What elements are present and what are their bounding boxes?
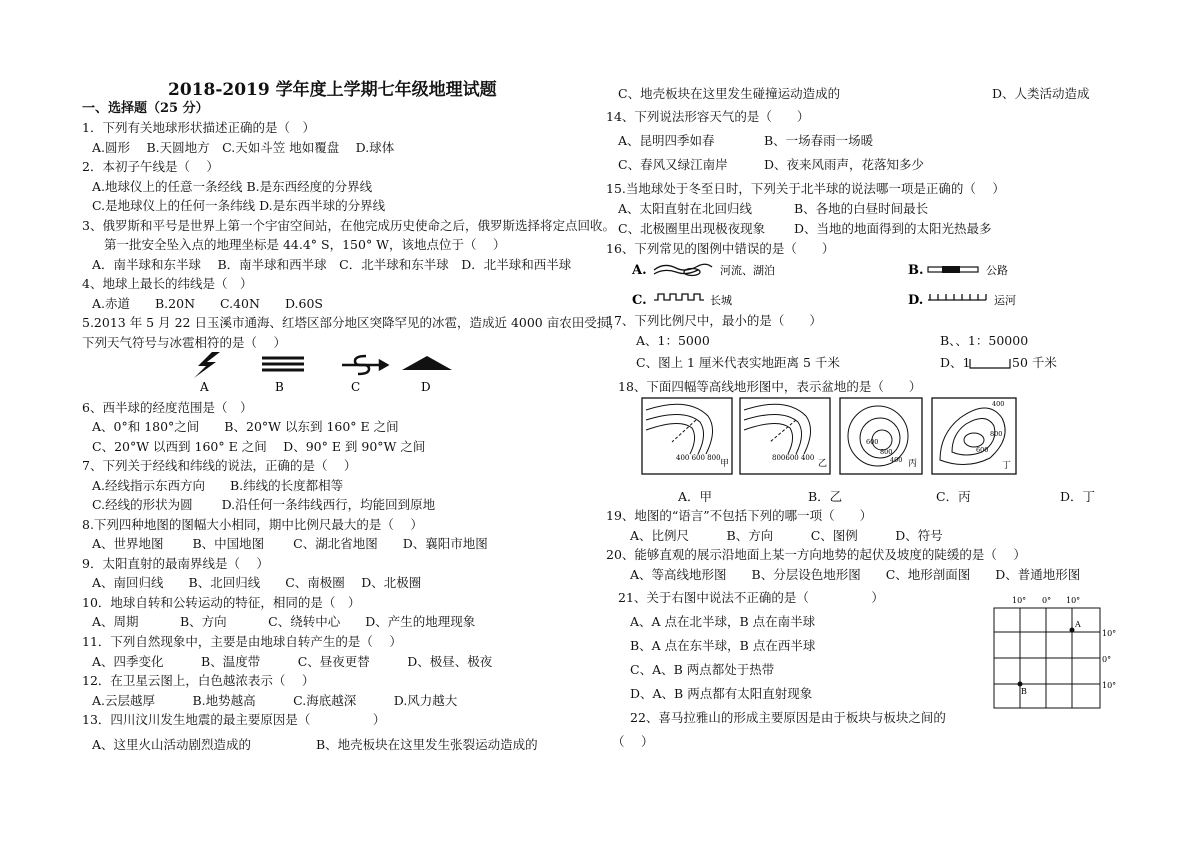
q16-legend-figure: [628, 258, 1048, 310]
grid-right-label-1: 10°: [1102, 629, 1117, 638]
q1-options: A.圆形 B.天圆地方 C.天如斗笠 地如覆盘 D.球体: [92, 140, 395, 155]
page-title: 2018-2019 学年度上学期七年级地理试题: [168, 80, 497, 100]
q17-option-c: C、图上 1 厘米代表实地距离 5 千米: [636, 355, 840, 370]
q14-option-c: C、春风又绿江南岸: [618, 157, 728, 172]
q4-options: A.赤道 B.20N C.40N D.60S: [92, 296, 323, 311]
fog-symbol-icon: [262, 358, 304, 370]
q8-stem: 8.下列四种地图的图幅大小相同，期中比例尺最大的是（ ）: [82, 517, 423, 532]
q14-option-a: A、昆明四季如春: [618, 133, 715, 148]
q9-stem: 9．太阳直射的最南界线是（ ）: [82, 556, 269, 571]
q17-stem: 17、下列比例尺中，最小的是（ ）: [606, 313, 822, 328]
q22-stem: 22、喜马拉雅山的形成主要原因是由于板块与板块之间的: [630, 710, 946, 725]
q18-option-c: C．丙: [936, 489, 971, 504]
q13-stem: 13．四川汶川发生地震的最主要原因是（ ）: [82, 712, 386, 727]
fig-label-jia: 甲: [720, 459, 730, 469]
hail-symbol-icon: [194, 352, 220, 378]
q14-stem: 14、下列说法形容天气的是（ ）: [606, 109, 810, 124]
q12-options: A.云层越厚 B.地势越高 C.海底越深 D.风力越大: [92, 693, 458, 708]
q17-option-d-suffix: 50 千米: [1012, 355, 1057, 370]
q21-grid-figure: [990, 592, 1120, 716]
q4-stem: 4、地球上最长的纬线是（ ）: [82, 276, 253, 291]
q11-stem: 11．下列自然现象中，主要是由地球自转产生的是（ ）: [82, 634, 402, 649]
q3-stem-1: 3、俄罗斯和平号是世界上第一个宇宙空间站，在他完成历史使命之后，俄罗斯选择将定点回收。: [82, 218, 615, 233]
q7-option-cd: C.经线的形状为圆 D.沿任何一条纬线西行，均能回到原地: [92, 497, 436, 512]
q12-stem: 12．在卫星云图上，白色越浓表示（ ）: [82, 673, 315, 688]
q5-label-b: B: [275, 380, 284, 394]
point-b-marker: [1018, 682, 1023, 687]
q5-label-d: D: [421, 380, 431, 394]
q16-text-a: 河流、湖泊: [720, 264, 775, 277]
q20-options: A、等高线地形图 B、分层设色地形图 C、地形剖面图 D、普通地形图: [630, 567, 1081, 582]
contour-map-yi: [740, 398, 830, 474]
q17-option-d-prefix: D、1: [940, 355, 971, 370]
q2-option-ab: A.地球仪上的任意一条经线 B.是东西经度的分界线: [92, 179, 373, 194]
q8-options: A、世界地图 B、中国地图 C、湖北省地图 D、襄阳市地图: [92, 536, 488, 551]
q18-option-a: A．甲: [678, 489, 713, 504]
section-heading: 一、选择题（25 分）: [82, 101, 209, 116]
river-lake-symbol-icon: [654, 264, 712, 275]
fig-label-bing: 丙: [908, 459, 918, 469]
fig-label-yi: 乙: [818, 459, 828, 469]
q16-text-c: 长城: [710, 294, 732, 307]
q11-options: A、四季变化 B、温度带 C、昼夜更替 D、极昼、极夜: [92, 654, 493, 669]
q5-label-a: A: [200, 380, 209, 394]
point-a-marker: [1070, 628, 1075, 633]
q17-option-a: A、1：5000: [636, 333, 710, 348]
q18-contour-maps: [640, 396, 1020, 478]
q2-stem: 2．本初子午线是（ ）: [82, 159, 219, 174]
sandstorm-symbol-icon: [342, 356, 387, 374]
q1-stem: 1．下列有关地球形状描述正确的是（ ）: [82, 120, 315, 135]
q22-paren: （ ）: [612, 734, 654, 749]
q10-options: A、周期 B、方向 C、绕转中心 D、产生的地理现象: [92, 614, 476, 629]
q18-option-d: D．丁: [1060, 489, 1096, 504]
q16-text-b: 公路: [986, 264, 1008, 277]
grid-right-label-3: 10°: [1102, 681, 1117, 690]
q13-option-a: A、这里火山活动剧烈造成的: [92, 737, 252, 752]
contour-map-ding: [932, 398, 1016, 474]
q15-option-d: D、当地的地面得到的太阳光热最多: [794, 221, 992, 236]
triangle-symbol-icon: [402, 356, 452, 370]
q17-linear-scale-icon: [968, 357, 1012, 371]
q13-option-b: B、地壳板块在这里发生张裂运动造成的: [316, 737, 538, 752]
q21-option-a: A、A 点在北半球，B 点在南半球: [630, 614, 816, 629]
contour-label-bing-1: 600: [866, 438, 879, 446]
contour-labels-jia: 400 600 800: [676, 454, 721, 462]
q21-option-b: B、A 点在东半球，B 点在西半球: [630, 638, 816, 653]
q6-option-cd: C、20°W 以西到 160° E 之间 D、90° E 到 90°W 之间: [92, 439, 426, 454]
point-b-label: B: [1021, 687, 1027, 696]
q13-option-d: D、人类活动造成: [992, 86, 1090, 101]
q18-option-b: B．乙: [808, 489, 843, 504]
point-a-label: A: [1075, 620, 1081, 629]
q13-option-c: C、地壳板块在这里发生碰撞运动造成的: [618, 86, 841, 101]
q7-stem: 7、下列关于经线和纬线的说法，正确的是（ ）: [82, 458, 357, 473]
q20-stem: 20、能够直观的展示沿地面上某一方向地势的起伏及坡度的陡缓的是（ ）: [606, 547, 1026, 562]
contour-label-bing-3: 400: [890, 456, 903, 464]
q16-letter-b: B.: [908, 263, 924, 278]
great-wall-symbol-icon: [654, 294, 704, 300]
contour-label-bing-2: 800: [880, 448, 893, 456]
grid-right-label-2: 0°: [1102, 655, 1112, 664]
contour-label-ding-3: 600: [976, 446, 989, 454]
q21-option-d: D、A、B 两点都有太阳直射现象: [630, 686, 813, 701]
q19-stem: 19、地图的“语言”不包括下列的哪一项（ ）: [606, 508, 873, 523]
contour-map-jia: [642, 398, 732, 474]
q19-options: A、比例尺 B、方向 C、图例 D、符号: [630, 528, 943, 543]
q10-stem: 10．地球自转和公转运动的特征，相同的是（ ）: [82, 595, 361, 610]
q6-stem: 6、西半球的经度范围是（ ）: [82, 400, 253, 415]
q7-option-ab: A.经线指示东西方向 B.纬线的长度都相等: [92, 478, 344, 493]
contour-labels-yi: 800600 400: [772, 454, 815, 462]
q21-stem: 21、关于右图中说法不正确的是（ ）: [618, 590, 884, 605]
q21-option-c: C、A、B 两点都处于热带: [630, 662, 775, 677]
q5-stem-2: 下列天气符号与冰雹相符的是（ ）: [82, 335, 286, 350]
q9-options: A、南回归线 B、北回归线 C、南极圈 D、北极圈: [92, 575, 422, 590]
q16-letter-c: C.: [632, 293, 647, 308]
q14-option-b: B、一场春雨一场暖: [764, 133, 874, 148]
contour-label-ding-2: 800: [990, 430, 1003, 438]
q6-option-ab: A、0°和 180°之间 B、20°W 以东到 160° E 之间: [92, 419, 399, 434]
q16-stem: 16、下列常见的图例中错误的是（ ）: [606, 241, 835, 256]
q16-text-d: 运河: [994, 294, 1016, 307]
fig-label-ding: 丁: [1002, 461, 1012, 471]
q16-letter-a: A.: [632, 263, 647, 278]
q15-option-c: C、北极圈里出现极夜现象: [618, 221, 766, 236]
q18-stem: 18、下面四幅等高线地形图中，表示盆地的是（ ）: [618, 379, 922, 394]
q15-option-b: B、各地的白昼时间最长: [794, 201, 929, 216]
q15-stem: 15.当地球处于冬至日时，下列关于北半球的说法哪一项是正确的（ ）: [606, 181, 1005, 196]
canal-symbol-icon: [928, 294, 986, 300]
grid-top-label-2: 0°: [1042, 596, 1052, 605]
q5-stem-1: 5.2013 年 5 月 22 日玉溪市通海、红塔区部分地区突降罕见的冰雹，造成近 4000 亩农田受损，: [82, 315, 622, 330]
q5-label-c: C: [351, 380, 361, 394]
q15-option-a: A、太阳直射在北回归线: [618, 201, 753, 216]
highway-symbol-icon: [928, 266, 978, 273]
q2-option-cd: C.是地球仪上的任何一条纬线 D.是东西半球的分界线: [92, 198, 386, 213]
contour-map-bing: [840, 398, 922, 474]
q5-weather-symbols: [180, 350, 460, 395]
grid-top-label-1: 10°: [1012, 596, 1027, 605]
q3-stem-2: 第一批安全坠入点的地理坐标是 44.4° S，150° W，该地点位于（ ）: [104, 237, 506, 252]
q17-option-b: B、、1：50000: [940, 333, 1029, 348]
q16-letter-d: D.: [908, 293, 924, 308]
grid-top-label-3: 10°: [1066, 596, 1081, 605]
q14-option-d: D、夜来风雨声，花落知多少: [764, 157, 925, 172]
q3-options: A．南半球和东半球 B．南半球和西半球 C．北半球和东半球 D．北半球和西半球: [92, 257, 572, 272]
contour-label-ding-1: 400: [992, 400, 1005, 408]
